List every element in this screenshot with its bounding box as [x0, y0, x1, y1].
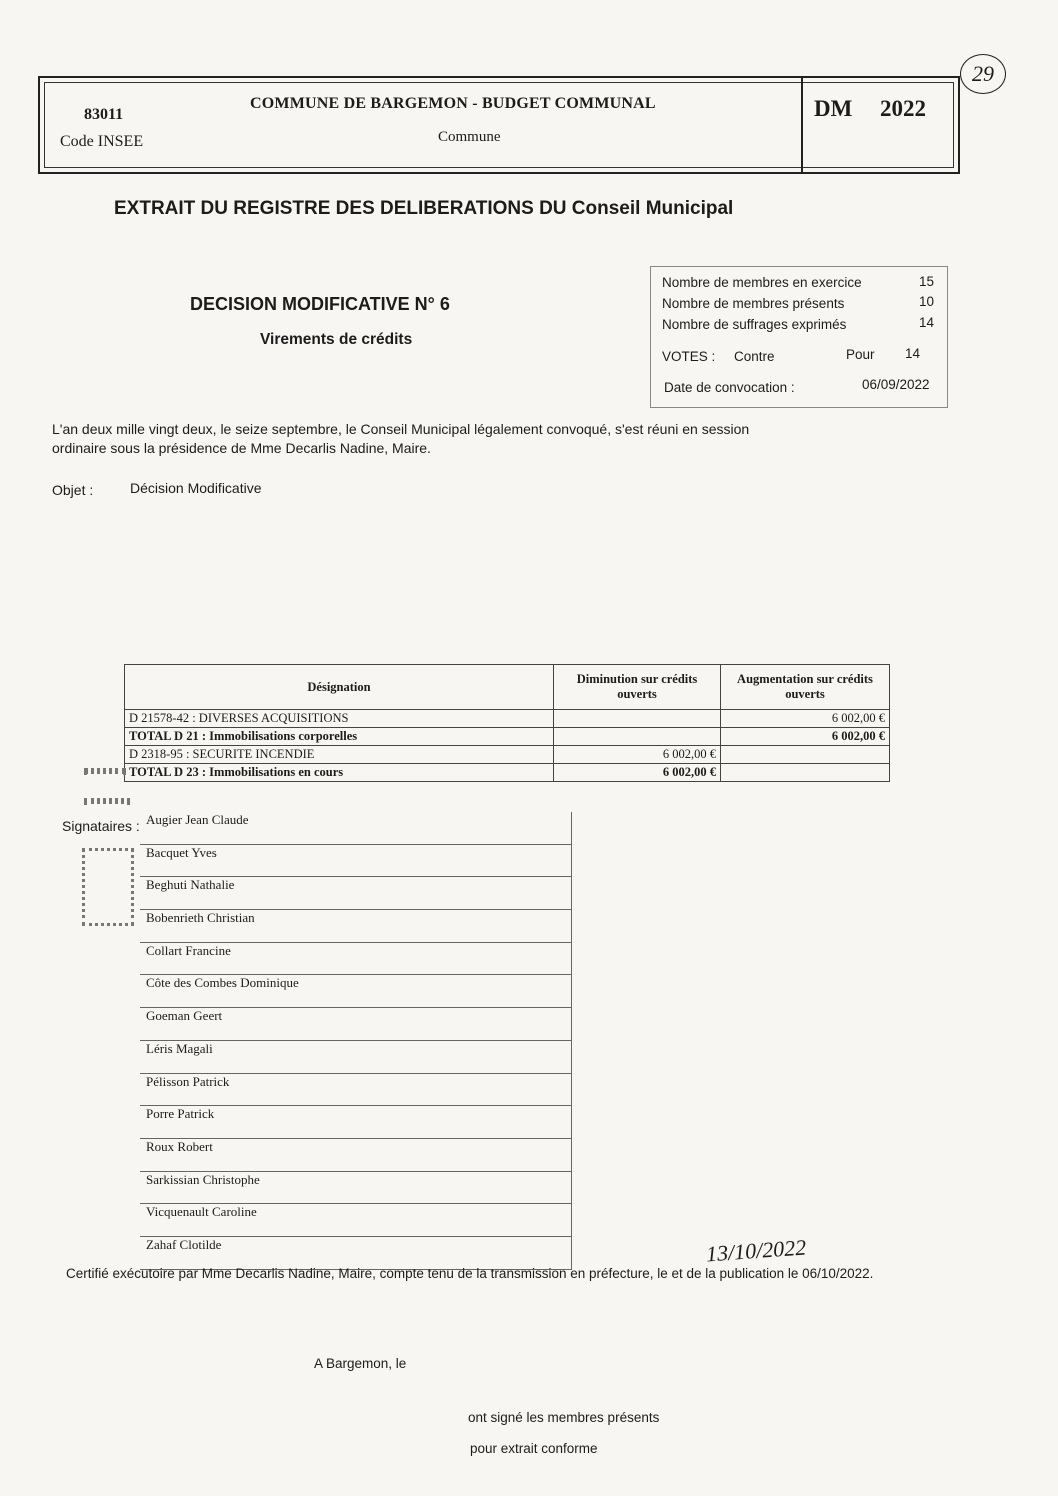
decision-subtitle: Virements de crédits [260, 331, 413, 348]
votes-label: VOTES : [662, 349, 716, 364]
list-item [140, 812, 572, 844]
insee-label: Code INSEE [60, 133, 144, 150]
signataire-name: Augier Jean Claude [140, 812, 572, 844]
dm-year: 2022 [880, 96, 926, 121]
list-item [140, 1204, 572, 1237]
registre-title: EXTRAIT DU REGISTRE DES DELIBERATIONS DU Conseil Municipal [114, 198, 734, 219]
signataire-name: Sarkissian Christophe [140, 1171, 572, 1204]
signataire-name: Bobenrieth Christian [140, 910, 572, 943]
list-item [140, 942, 572, 975]
signataire-name: Côte des Combes Dominique [140, 975, 572, 1008]
membres-presents-value: 10 [918, 294, 934, 309]
designation-cell: D 21578-42 : DIVERSES ACQUISITIONS [125, 710, 554, 728]
signataire-name: Pélisson Patrick [140, 1073, 572, 1106]
conforme-text: pour extrait conforme [470, 1441, 598, 1456]
signataire-name: Bacquet Yves [140, 844, 572, 877]
designation-cell: TOTAL D 23 : Immobilisations en cours [125, 764, 554, 782]
list-item [140, 1008, 572, 1041]
membres-exercice-value: 15 [918, 274, 934, 289]
diminution-cell: 6 002,00 € [554, 764, 721, 782]
suffrages-value: 14 [918, 315, 934, 330]
handwritten-date: 13/10/2022 [705, 1234, 807, 1267]
table-row [125, 764, 890, 782]
signataire-name: Goeman Geert [140, 1008, 572, 1041]
header-box [38, 76, 960, 174]
designation-cell: D 2318-95 : SECURITE INCENDIE [125, 746, 554, 764]
diminution-cell [554, 728, 721, 746]
signataire-name: Zahaf Clotilde [140, 1236, 572, 1269]
commune-title: COMMUNE DE BARGEMON - BUDGET COMMUNAL [250, 95, 656, 112]
diminution-cell [554, 710, 721, 728]
convocation-label: Date de convocation : [664, 380, 795, 395]
header-diminution: Diminution sur crédits ouverts [554, 665, 721, 710]
signataire-name: Porre Patrick [140, 1106, 572, 1139]
page-number-stamp: 29 [960, 54, 1006, 94]
table-row [125, 746, 890, 764]
stamp-dots [84, 798, 130, 804]
list-item [140, 1106, 572, 1139]
intro-paragraph: L'an deux mille vingt deux, le seize septembre, le Conseil Municipal légalement convoqué, s'est réuni en session ordinaire sous la présidence de Mme Decarlis Nadine, Maire. [52, 421, 750, 456]
lieu-text: A Bargemon, le [314, 1356, 407, 1371]
signataire-name: Léris Magali [140, 1040, 572, 1073]
membres-exercice-label: Nombre de membres en exercice [662, 275, 862, 290]
stamp-dots [82, 848, 134, 926]
objet-value: Décision Modificative [130, 480, 262, 496]
header-divider [801, 78, 803, 172]
objet-label: Objet : [52, 482, 94, 498]
commune-subtitle: Commune [438, 129, 501, 145]
list-item [140, 1236, 572, 1269]
signataire-name: Vicquenault Caroline [140, 1204, 572, 1237]
pour-label: Pour [846, 347, 875, 362]
list-item [140, 1138, 572, 1171]
signataire-name: Beghuti Nathalie [140, 877, 572, 910]
list-item [140, 844, 572, 877]
signataires-table [140, 812, 572, 1270]
decision-title: DECISION MODIFICATIVE N° 6 [190, 294, 450, 314]
table-row [125, 728, 890, 746]
augmentation-cell: 6 002,00 € [721, 710, 890, 728]
augmentation-cell: 6 002,00 € [721, 728, 890, 746]
augmentation-cell [721, 764, 890, 782]
contre-label: Contre [734, 349, 775, 364]
list-item [140, 1040, 572, 1073]
credits-table [124, 664, 890, 782]
suffrages-label: Nombre de suffrages exprimés [662, 317, 847, 332]
stamp-dots [84, 768, 126, 774]
list-item [140, 1171, 572, 1204]
designation-cell: TOTAL D 21 : Immobilisations corporelles [125, 728, 554, 746]
insee-code: 83011 [84, 106, 124, 123]
augmentation-cell [721, 746, 890, 764]
list-item [140, 910, 572, 943]
credits-header-row [125, 665, 890, 710]
signed-text: ont signé les membres présents [468, 1410, 660, 1425]
signataires-label: Signataires : [62, 818, 140, 834]
membres-presents-label: Nombre de membres présents [662, 296, 845, 311]
signataire-name: Collart Francine [140, 942, 572, 975]
list-item [140, 1073, 572, 1106]
header-augmentation: Augmentation sur crédits ouverts [721, 665, 890, 710]
dm-label: DM [814, 96, 853, 121]
convocation-value: 06/09/2022 [862, 377, 930, 392]
list-item [140, 877, 572, 910]
diminution-cell: 6 002,00 € [554, 746, 721, 764]
table-row [125, 710, 890, 728]
signataire-name: Roux Robert [140, 1138, 572, 1171]
certification-text: Certifié exécutoire par Mme Decarlis Nadine, Maire, compte tenu de la transmission en préfecture, le et de la publication le 06/10/2022. [66, 1266, 874, 1281]
pour-value: 14 [904, 346, 920, 361]
list-item [140, 975, 572, 1008]
header-designation: Désignation [125, 665, 554, 710]
